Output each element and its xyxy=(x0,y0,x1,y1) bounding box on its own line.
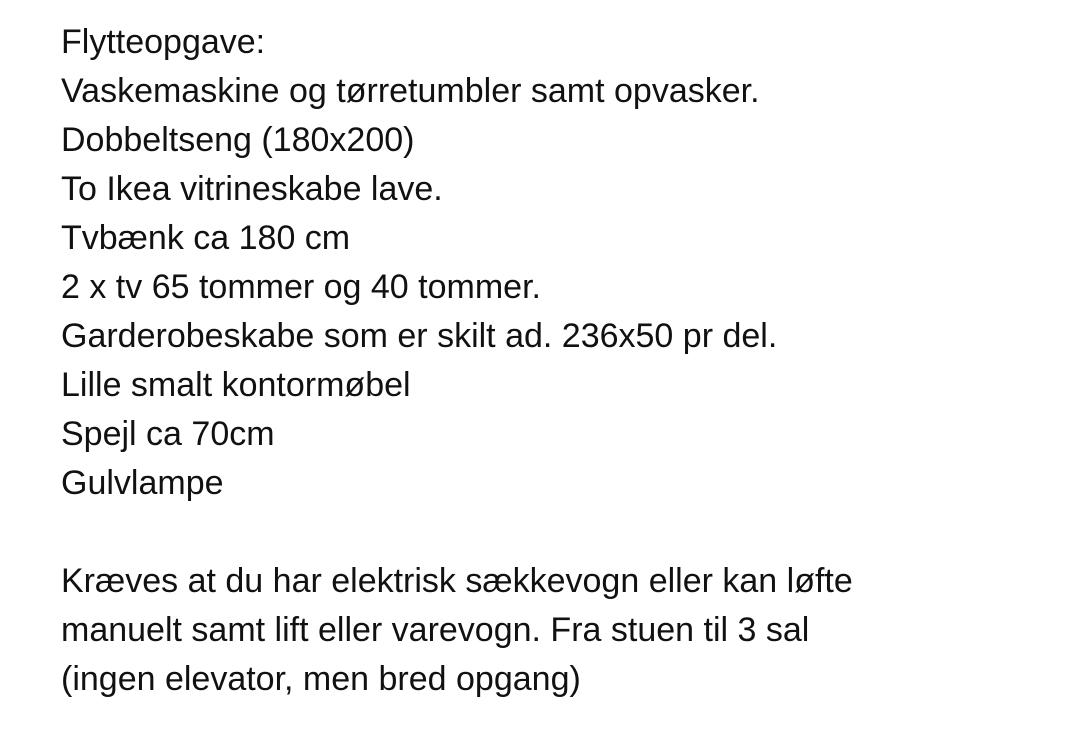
item-display-cabinets: To Ikea vitrineskabe lave. xyxy=(61,170,443,208)
item-washer-dryer: Vaskemaskine og tørretumbler samt opvasker. xyxy=(61,72,760,110)
requirement-line-3: (ingen elevator, men bred opgang) xyxy=(61,660,581,698)
item-mirror: Spejl ca 70cm xyxy=(61,415,275,453)
requirement-line-2: manuelt samt lift eller varevogn. Fra stuen til 3 sal xyxy=(61,611,810,649)
paragraph-spacer xyxy=(61,508,1061,557)
item-double-bed: Dobbeltseng (180x200) xyxy=(61,121,415,159)
item-tv-bench: Tvbænk ca 180 cm xyxy=(61,219,351,257)
message-body xyxy=(61,18,1061,704)
item-wardrobes: Garderobeskabe som er skilt ad. 236x50 pr del. xyxy=(61,317,778,355)
item-office-furniture: Lille smalt kontormøbel xyxy=(61,366,411,404)
item-tvs: 2 x tv 65 tommer og 40 tommer. xyxy=(61,268,541,306)
requirement-line-1: Kræves at du har elektrisk sækkevogn eller kan løfte xyxy=(61,562,853,600)
item-floor-lamp: Gulvlampe xyxy=(61,464,224,502)
message-title: Flytteopgave: xyxy=(61,23,266,61)
